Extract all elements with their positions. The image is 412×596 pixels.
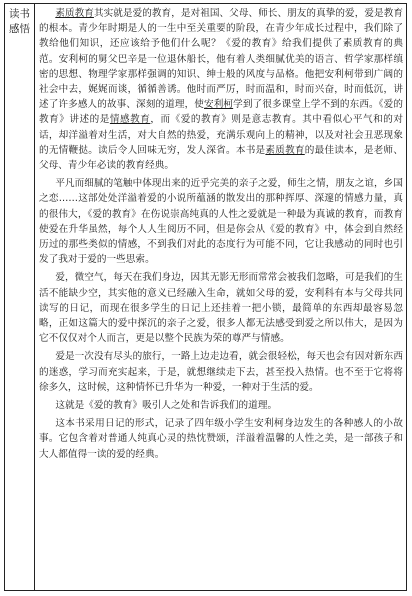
paragraph-6: 这本书采用日记的形式，记录了四年级小学生安利柯身边发生的各种感人的小故事。它包含着对普通人纯真心灵的热忱赞颂，洋溢着温馨的人性之美，是一部孩子和大人都值得一读的爱的经典。 xyxy=(39,418,403,460)
row-label xyxy=(5,4,35,590)
review-table xyxy=(4,3,407,591)
paragraph-2: 平凡而细腻的笔触中体现出来的近乎完美的亲子之爱，师生之情，朋友之谊，乡国之恋……这部处处洋溢着爱的小说所蕴涵的散发出的那种挥厚、深邃的情感力量，真的很伟大，《爱的教育》在伤说崇高纯真的人性之爱就是一种最为真诚的教育，而教育使爱在升华虽然，每个人人生阅历不同，但是你会从《爱的教育》中，体会到自然经历过的那些类似的情感，不到我们对此的态度行为可能不同，它让我感动的同时也引发了我对于爱的一些思索。 xyxy=(39,178,403,266)
review-content xyxy=(39,6,403,589)
paragraph-5: 这就是《爱的教育》吸引人之处和告诉我们的道理。 xyxy=(55,400,278,412)
underlined-term: 素质教育 xyxy=(265,144,305,156)
row-label-line1: 读书 xyxy=(9,8,30,20)
paragraph-text: 学到了很多课堂上学不到的东西。《爱的教育》讲述的是 xyxy=(39,99,403,126)
underlined-term: 情感教育 xyxy=(109,114,151,126)
paragraph-3: 爱，微空气，每天在我们身边，因其无影无形而常常会被我们忽略，可是我们的生活不能缺少空，其实他的意义已经融入生命，就如父母的爱，安利科有本与父母共同读写的日记，而现在很多学生的日记上还挂着一把小锁，最简单的东西却最容易忽略，正如这篇大的爱中探沉的亲子之爱，很多人都无法感受到爱之所以伟大，是因为它不仅仅对个人而言，更是以整个民族为荣的尊严与情感。 xyxy=(39,272,403,345)
paragraph-4: 爱是一次没有尽头的旅行，一路上边走边看，就会很轻松，每天也会有因对新东西的迷惑，学习而充实起来，于是，就想继续走下去，甚至投入热情。也不至于它将将徐多久，这时候，这种情怀已升华为一种爱，一种对于生活的爱。 xyxy=(39,351,403,393)
paragraph-1 xyxy=(39,6,403,173)
row-label-line2: 感悟 xyxy=(9,23,30,35)
paragraph-text: 其实就是爱的教育，是对祖国、父母、师长、朋友的真挚的爱，爱是教育的根本。青少年时期是人的一生中至关重要的阶段，在青少年成长过程中，我们除了教给他们知识，还应该给予他们什么呢？《爱的教育》给我们提供了素质教育的典范。安利柯的舅父巴辛是一位退休船长，他有着人类细腻优美的语言、哲学家那样缜密的思想、物理学家那样强调的知识、绅士般的风度与品格。他把安利柯带到广阔的社会中去，娓娓而谈，循循善诱。他时而严厉，时而温和，时而兴奋，时而低沉，讲述了许多感人的故事、深刻的道理，使 xyxy=(39,8,403,111)
paragraph-text: ，而《爱的教育》则是意志教育。其中看似心平气和的对话，却洋溢着对生活，对大自然的热爱，充满乐观向上的精神，以及对社会丑恶现象的无情鞭挞。读后令人回味无穷，发人深省。本书是 xyxy=(39,114,403,156)
underlined-term: 安利柯 xyxy=(204,99,234,111)
underlined-term: 素质教育 xyxy=(55,8,94,19)
paragraph-text: 的最佳读本，是老师、父母、青少年必读的教育经典。 xyxy=(39,144,403,172)
